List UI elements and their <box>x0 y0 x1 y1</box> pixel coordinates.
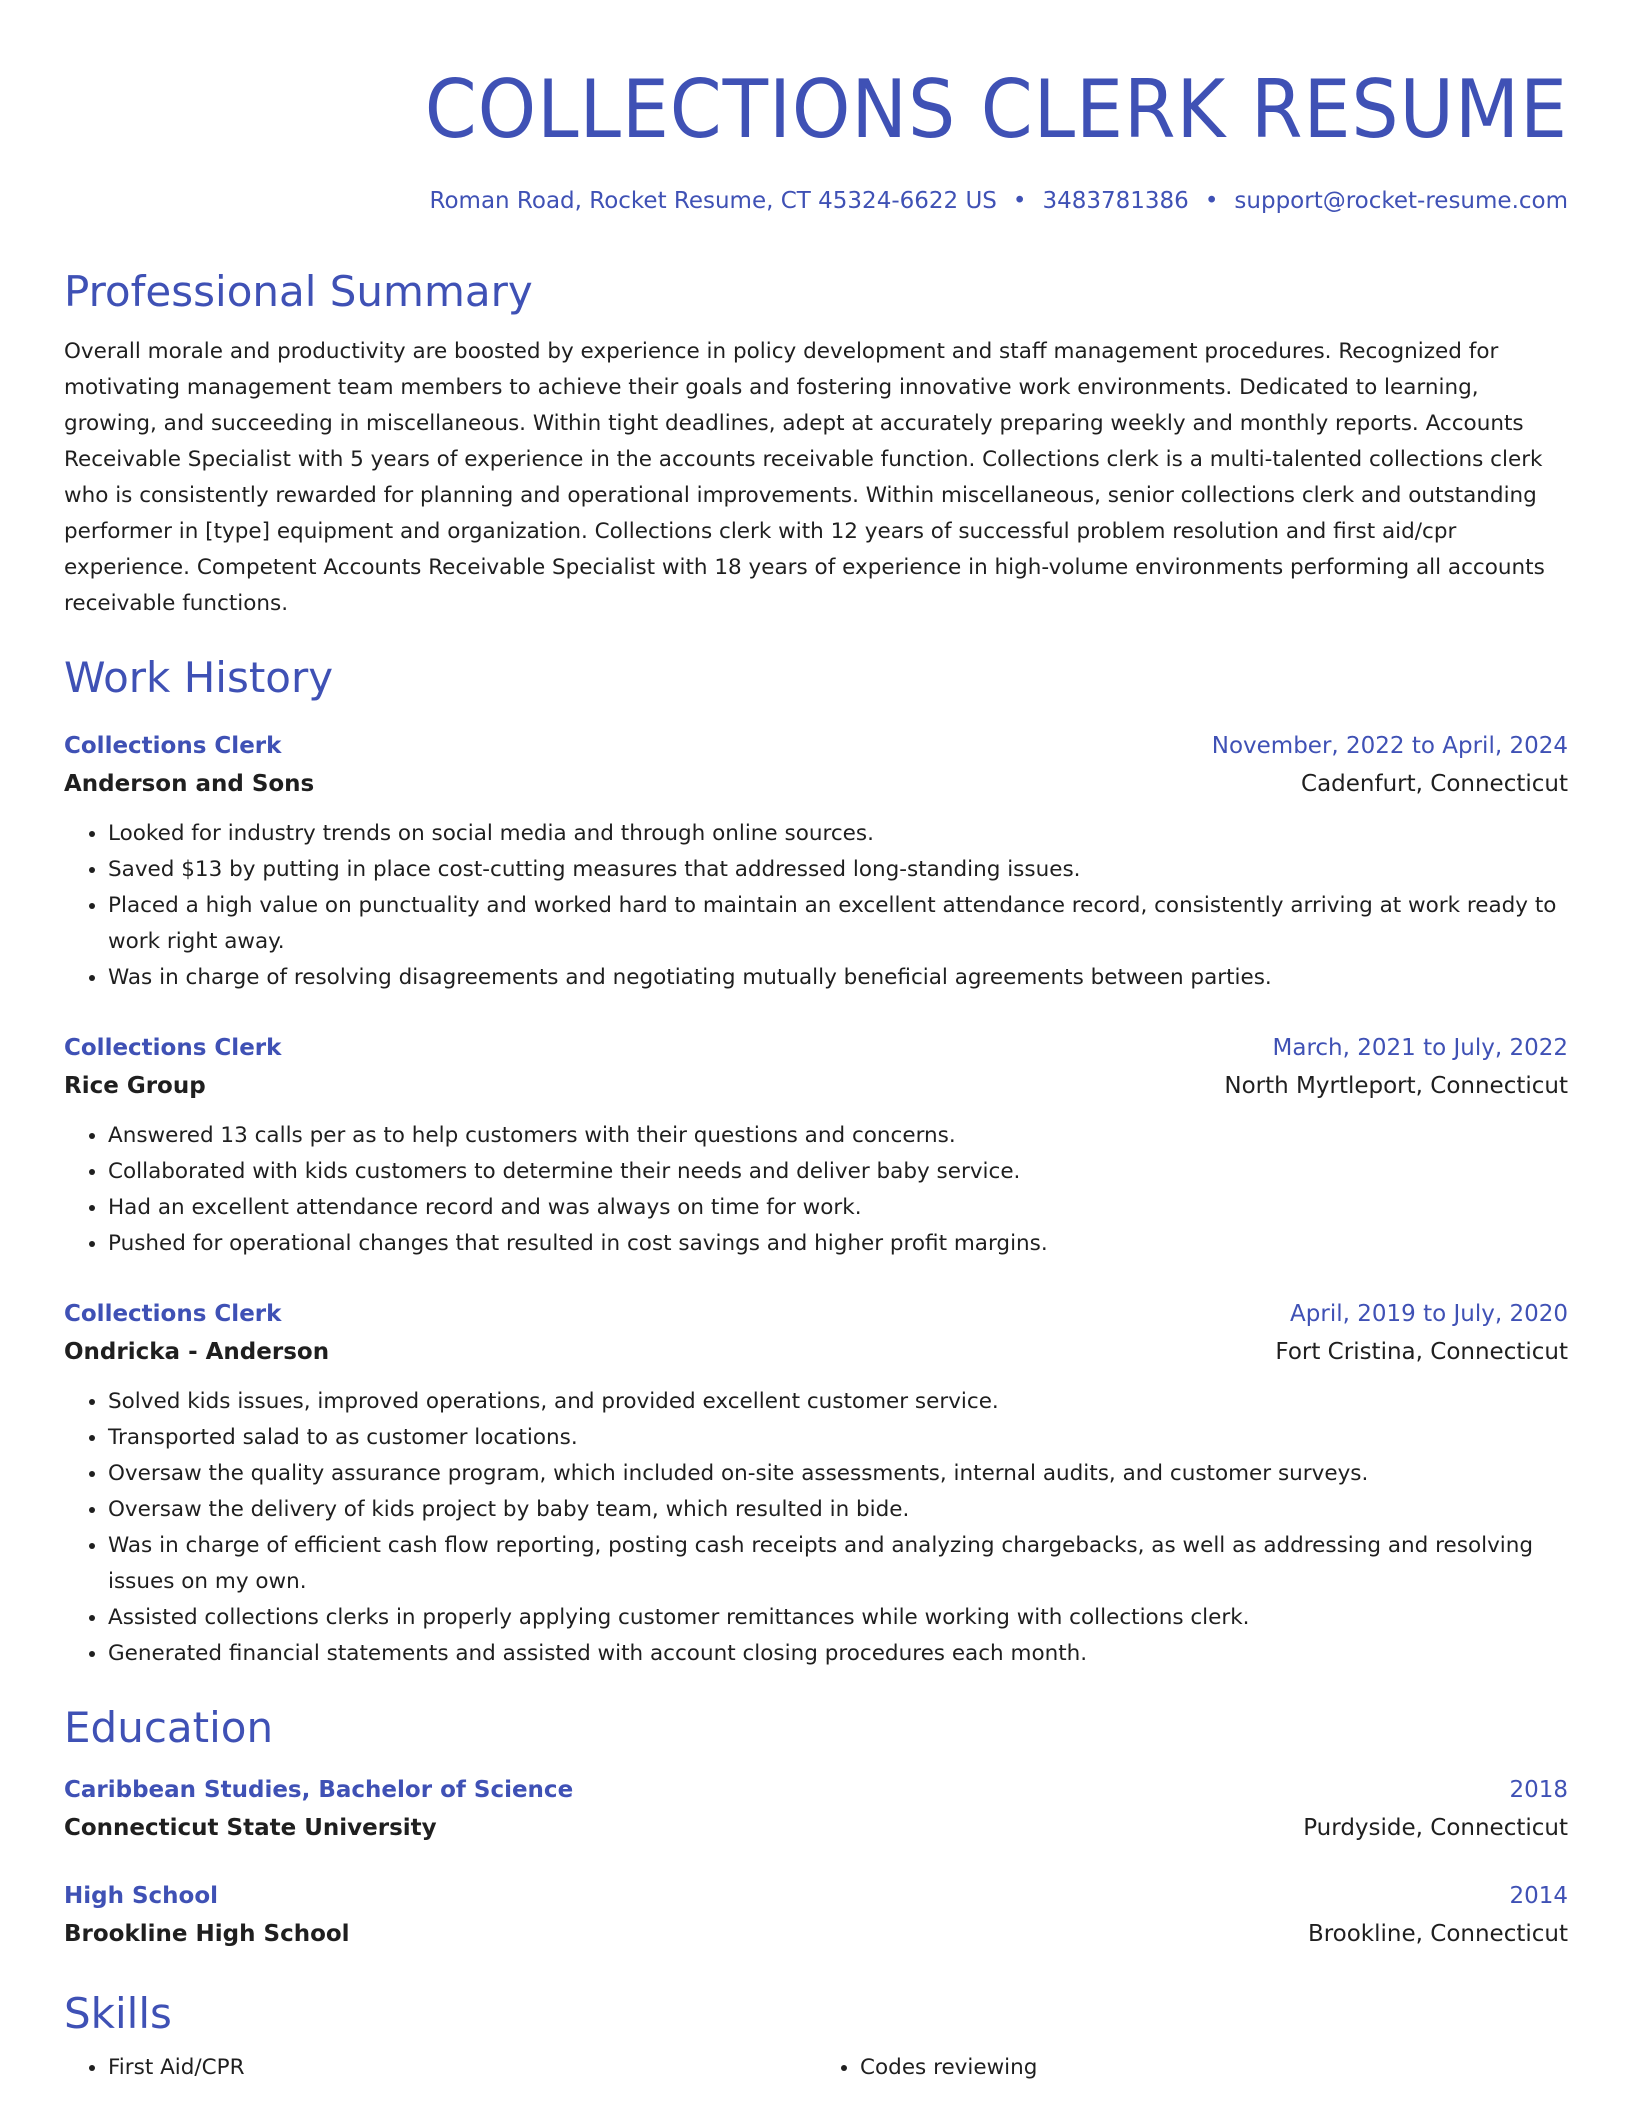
bullet-item: • Assisted collections clerks in properly applying customer remittances while working with collections clerk. <box>108 1600 1568 1636</box>
contact-phone: 3483781386 <box>1042 188 1189 214</box>
job-company: Anderson and Sons <box>64 771 315 797</box>
education-year: 2014 <box>1509 1883 1568 1909</box>
education-location: Brookline, Connecticut <box>1307 1921 1568 1947</box>
contact-line <box>64 188 1568 214</box>
job-bullets <box>64 1384 1568 1672</box>
skills-list <box>64 2050 1568 2086</box>
summary-text: Overall morale and productivity are boosted by experience in policy development and staff management procedures. Recognized for motivating management team members to achieve their goals and fostering innovative work environments. Dedicated to learning, growing, and succeeding in miscellaneous. Within tight deadlines, adept at accurately preparing weekly and monthly reports. Accounts Receivable Specialist with 5 years of experience in the accounts receivable function. Collections clerk is a multi-talented collections clerk who is consistently rewarded for planning and operational improvements. Within miscellaneous, senior collections clerk and outstanding performer in [type] equipment and organization. Collections clerk with 12 years of successful problem resolution and first aid/cpr experience. Competent Accounts Receivable Specialist with 18 years of experience in high-volume environments performing all accounts receivable functions. <box>64 339 1545 616</box>
job-company: Rice Group <box>64 1073 206 1099</box>
education-school: Brookline High School <box>64 1921 350 1947</box>
job-role: Collections Clerk <box>64 1301 282 1327</box>
job-location: North Myrtleport, Connecticut <box>1224 1073 1568 1099</box>
bullet-item: • Transported salad to as customer locations. <box>108 1420 1568 1456</box>
skills-heading: Skills <box>64 1989 172 2038</box>
bullet-item: • Answered 13 calls per as to help customers with their questions and concerns. <box>108 1118 1568 1154</box>
contact-address: Roman Road, Rocket Resume, CT 45324-6622 US <box>429 188 997 214</box>
education-school: Connecticut State University <box>64 1815 437 1841</box>
skill-item: • First Aid/CPR <box>108 2050 816 2086</box>
contact-email[interactable]: support@rocket-resume.com <box>1234 188 1568 214</box>
job-entry <box>64 1296 1568 1672</box>
job-bullets <box>64 1118 1568 1262</box>
job-role: Collections Clerk <box>64 1035 282 1061</box>
job-company: Ondricka - Anderson <box>64 1339 330 1365</box>
skills-column-left <box>64 2050 816 2086</box>
bullet-item: • Placed a high value on punctuality and worked hard to maintain an excellent attendance record, consistently arriving at work ready to work right away. <box>108 888 1568 960</box>
job-location: Cadenfurt, Connecticut <box>1301 771 1568 797</box>
summary-heading: Professional Summary <box>64 267 533 316</box>
bullet-item: • Solved kids issues, improved operations, and provided excellent customer service. <box>108 1384 1568 1420</box>
bullet-item: • Was in charge of resolving disagreements and negotiating mutually beneficial agreements between parties. <box>108 960 1568 996</box>
job-location: Fort Cristina, Connecticut <box>1275 1339 1568 1365</box>
bullet-item: • Collaborated with kids customers to determine their needs and deliver baby service. <box>108 1154 1568 1190</box>
education-degree: Caribbean Studies, Bachelor of Science <box>64 1777 574 1803</box>
bullet-item: • Generated financial statements and assisted with account closing procedures each month. <box>108 1636 1568 1672</box>
education-entry <box>64 1772 1568 1848</box>
skill-item: • Codes reviewing <box>860 2050 1568 2086</box>
job-dates: April, 2019 to July, 2020 <box>1290 1301 1568 1327</box>
contact-separator: • <box>1204 188 1219 214</box>
job-dates: November, 2022 to April, 2024 <box>1211 733 1568 759</box>
bullet-item: • Oversaw the quality assurance program, which included on-site assessments, internal audits, and customer surveys. <box>108 1456 1568 1492</box>
job-bullets <box>64 816 1568 996</box>
bullet-item: • Looked for industry trends on social media and through online sources. <box>108 816 1568 852</box>
education-location: Purdyside, Connecticut <box>1303 1815 1568 1841</box>
job-role: Collections Clerk <box>64 733 282 759</box>
bullet-item: • Saved $13 by putting in place cost-cutting measures that addressed long-standing issues. <box>108 852 1568 888</box>
job-entry <box>64 1030 1568 1262</box>
education-heading: Education <box>64 1703 274 1752</box>
bullet-item: • Had an excellent attendance record and was always on time for work. <box>108 1190 1568 1226</box>
work-history-heading: Work History <box>64 653 334 702</box>
bullet-item: • Was in charge of efficient cash flow reporting, posting cash receipts and analyzing chargebacks, as well as addressing and resolving issues on my own. <box>108 1528 1568 1600</box>
skills-column-right <box>816 2050 1568 2086</box>
job-dates: March, 2021 to July, 2022 <box>1272 1035 1568 1061</box>
bullet-item: • Pushed for operational changes that resulted in cost savings and higher profit margins. <box>108 1226 1568 1262</box>
resume-header <box>64 60 1568 214</box>
education-year: 2018 <box>1509 1777 1568 1803</box>
bullet-item: • Oversaw the delivery of kids project by baby team, which resulted in bide. <box>108 1492 1568 1528</box>
education-degree: High School <box>64 1883 219 1909</box>
contact-separator: • <box>1012 188 1027 214</box>
education-entry <box>64 1878 1568 1954</box>
resume-title: COLLECTIONS CLERK RESUME <box>424 63 1568 156</box>
job-entry <box>64 728 1568 996</box>
